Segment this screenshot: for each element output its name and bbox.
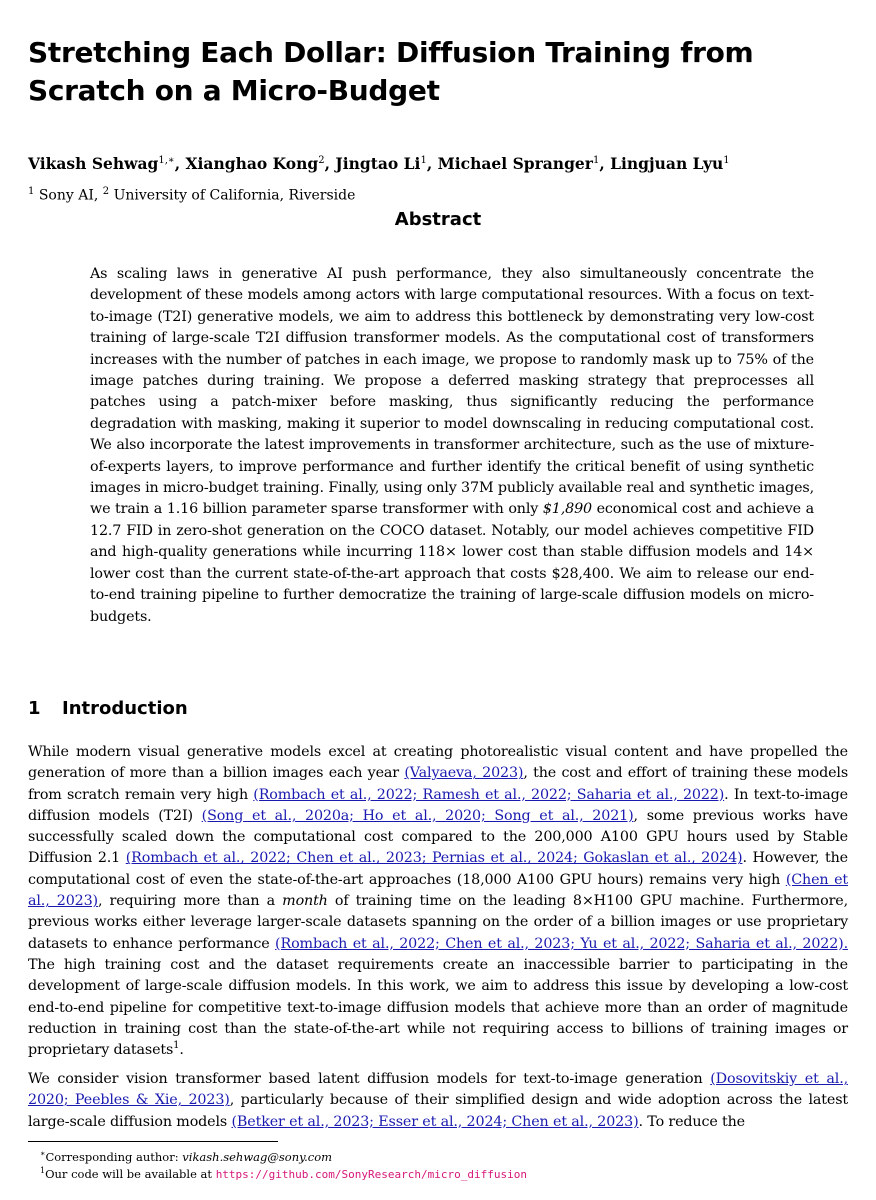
cost-figure: $1,890 <box>542 501 592 518</box>
author-list: Vikash Sehwag$^{1,∗}$, Xianghao Kong$^2$, Jingtao Li$^1$, Michael Spranger$^1$, Lingjuan Lyu$^1$ <box>28 154 730 174</box>
author-affiliation-mark: 1 <box>592 155 600 166</box>
affiliation-mark: 1 <box>28 186 35 197</box>
citation-link[interactable]: (Rombach et al., 2022; Chen et al., 2023; Pernias et al., 2024; Gokaslan et al., 2024) <box>125 850 743 867</box>
affiliation-ucr: University of California, Riverside <box>113 187 356 204</box>
code-repository-link[interactable]: https://github.com/SonyResearch/micro_diffusion <box>215 1167 527 1181</box>
section-title: Introduction <box>62 698 188 719</box>
footnote-divider <box>28 1141 278 1142</box>
citation-link[interactable]: (Rombach et al., 2022; Ramesh et al., 2022; Saharia et al., 2022) <box>253 786 725 803</box>
citation-link[interactable]: (Song et al., 2020a; Ho et al., 2020; Song et al., 2021) <box>201 807 634 824</box>
affiliation-mark: 2 <box>102 186 110 197</box>
footnote-marker[interactable]: 1 <box>173 1040 180 1052</box>
author-affiliation-mark: 2 <box>318 155 325 166</box>
section-number: 1 <box>28 698 41 719</box>
paper-title: Stretching Each Dollar: Diffusion Training from Scratch on a Micro-Budget <box>28 36 754 107</box>
affiliations <box>28 182 355 206</box>
footnote-code-availability: $^1$Our code will be available at https://github.com/SonyResearch/micro_diffusion <box>40 1166 527 1181</box>
abstract-heading: Abstract <box>394 209 482 230</box>
author-name: Vikash Sehwag <box>28 154 159 174</box>
author-affiliation-mark: 1,∗ <box>158 155 175 166</box>
citation-link[interactable]: (Dosovitskiy et al., 2020; Peebles & Xie, 2023) <box>28 1071 848 1109</box>
citation-link[interactable]: (Betker et al., 2023; Esser et al., 2024; Chen et al., 2023) <box>231 1113 639 1130</box>
abstract-text: As scaling laws in generative AI push performance, they also simultaneously concentrate the development of these models among actors with large computational resources. With a focus on text-to-image (T2I) generative models, we aim to address this bottleneck by demonstrating very low-cost training of large-scale T2I diffusion transformer models. As the computational cost of transformers increases with the number of patches in each image, we propose to randomly mask up to 75% of the image patches during training. We propose a deferred masking strategy that preprocesses all patches using a patch-mixer before masking, thus significantly reducing the performance degradation with masking, making it superior to model downscaling in reducing computational cost. We also incorporate the latest improvements in transformer architecture, such as the use of mixture-of-experts layers, to improve performance and further identify the critical benefit of using synthetic images in micro-budget training. Finally, using only 37M publicly available real and synthetic images, we train a 1.16 billion parameter sparse transformer with only $1,890 economical cost and achieve a 12.7 FID in zero-shot generation on the COCO dataset. Notably, our model achieves competitive FID and high-quality generations while incurring 118× lower cost than stable diffusion models and 14× lower cost than the current state-of-the-art approach that costs $28,400. We aim to release our end-to-end training pipeline to further democratize the training of large-scale diffusion models on micro-budgets. <box>90 266 814 625</box>
author-affiliation-mark: 1 <box>723 155 730 166</box>
author-name: Xianghao Kong <box>185 154 319 174</box>
footnote-corresponding-author: ∗Corresponding author: vikash.sehwag@sony.com <box>40 1149 333 1164</box>
section-heading <box>28 696 188 722</box>
author-name: Michael Spranger <box>437 154 593 174</box>
intro-paragraph-2: We consider vision transformer based latent diffusion models for text-to-image generation (Dosovitskiy et al., 2020; Peebles & Xie, 2023), particularly because of their simplified design and wide adoption across the latest large-scale diffusion models (Betker et al., 2023; Esser et al., 2024; Chen et al., 2023). To reduce the <box>28 1071 848 1130</box>
author-affiliation-mark: 1 <box>420 155 427 166</box>
author-name: Lingjuan Lyu <box>610 154 724 174</box>
author-name: Jingtao Li <box>335 154 421 174</box>
citation-link[interactable]: (Chen et al., 2023) <box>28 871 848 910</box>
affiliation-sony: Sony AI, <box>38 187 99 204</box>
citation-link[interactable]: (Rombach et al., 2022; Chen et al., 2023; Yu et al., 2022; Saharia et al., 2022). <box>275 935 848 952</box>
citation-link[interactable]: (Valyaeva, 2023) <box>404 765 524 782</box>
footnote-mark: 1 <box>40 1166 46 1175</box>
intro-paragraph-1: While modern visual generative models excel at creating photorealistic visual content and have propelled the generation of more than a billion images each year (Valyaeva, 2023), the cost and effort of training these models from scratch remain very high (Rombach et al., 2022; Ramesh et al., 2022; Saharia et al., 2022). In text-to-image diffusion models (T2I) (Song et al., 2020a; Ho et al., 2020; Song et al., 2021), some previous works have successfully scaled down the computational cost compared to the 200,000 A100 GPU hours used by Stable Diffusion 2.1 (Rombach et al., 2022; Chen et al., 2023; Pernias et al., 2024; Gokaslan et al., 2024). However, the computational cost of even the state-of-the-art approaches (18,000 A100 GPU hours) remains very high (Chen et al., 2023), requiring more than a month of training time on the leading 8×H100 GPU machine. Furthermore, previous works either leverage larger-scale datasets spanning on the order of a billion images or use proprietary datasets to enhance performance (Rombach et al., 2022; Chen et al., 2023; Yu et al., 2022; Saharia et al., 2022). The high training cost and the dataset requirements create an inaccessible barrier to participating in the development of large-scale diffusion models. In this work, we aim to address this issue by developing a low-cost end-to-end pipeline for competitive text-to-image diffusion models that achieve more than an order of magnitude reduction in training cost than the state-of-the-art while not requiring access to billions of training images or proprietary datasets$^1$. <box>28 744 849 1059</box>
footnote-mark: ∗ <box>40 1149 46 1158</box>
author-email[interactable]: vikash.sehwag@sony.com <box>182 1149 333 1164</box>
